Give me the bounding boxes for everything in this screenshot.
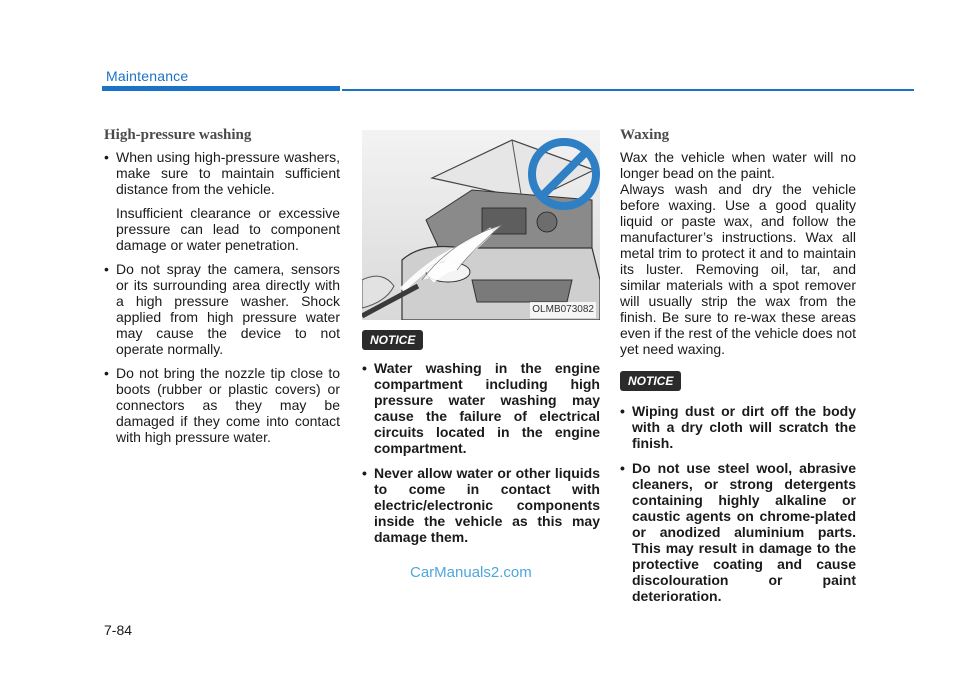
waxing-paragraph-2: Always wash and dry the vehicle before waxing. Use a good quality liquid or paste wax, and follow the manufacturer’s instructions. Wax all metal trim to protect it and to maintain its luster. Removing oil, tar, and similar materials with a spot remover will usually strip the wax from the finish. Be sure to re-wax these areas even if the rest of the vehicle does not yet need waxing. bbox=[620, 181, 856, 357]
middle-column bbox=[362, 130, 600, 554]
high-pressure-list bbox=[104, 149, 340, 445]
watermark-link[interactable]: CarManuals2.com bbox=[410, 564, 532, 581]
no-symbol-icon bbox=[524, 134, 600, 214]
list-item-subtext: Insufficient clearance or excessive pressure can lead to component damage or water penetration. bbox=[116, 205, 340, 253]
list-item bbox=[104, 365, 340, 445]
list-item-text: Do not spray the camera, sensors or its surrounding area directly with a high pressure washer. Shock applied from high pressure water may cause the device to not operate normally. bbox=[116, 261, 340, 357]
list-item bbox=[104, 149, 340, 253]
header-bar-accent bbox=[102, 86, 340, 91]
list-item: • Water washing in the engine compartment including high pressure water washing may cause the failure of electrical circuits located in the engine compartment. bbox=[362, 360, 600, 456]
list-item: • Wiping dust or dirt off the body with a dry cloth will scratch the finish. bbox=[620, 403, 856, 451]
section-heading-waxing: Waxing bbox=[620, 127, 670, 143]
section-label: Maintenance bbox=[106, 68, 189, 84]
header-bar-rule bbox=[342, 89, 914, 91]
list-item: • Do not use steel wool, abrasive cleaners, or strong detergents containing highly alkaline or caustic agents on chrome-plated or anodized aluminium parts. This may result in damage to the protective coating and cause discolouration or paint deterioration. bbox=[620, 460, 856, 604]
figure-code: OLMB073082 bbox=[530, 302, 596, 318]
engine-washing-illustration bbox=[362, 130, 600, 320]
left-column bbox=[104, 127, 340, 453]
notice-badge: NOTICE bbox=[620, 371, 681, 391]
waxing-notice-list bbox=[620, 403, 856, 604]
notice-badge: NOTICE bbox=[362, 330, 423, 350]
waxing-paragraph-1: Wax the vehicle when water will no longer bead on the paint. bbox=[620, 149, 856, 181]
list-item: • Never allow water or other liquids to come in contact with electric/electronic components inside the vehicle as this may damage them. bbox=[362, 465, 600, 545]
list-item-text: Do not bring the nozzle tip close to boots (rubber or plastic covers) or connectors as they may be damaged if they come into contact with high pressure water. bbox=[116, 365, 340, 445]
section-heading-high-pressure: High-pressure washing bbox=[104, 127, 252, 143]
right-column bbox=[620, 127, 856, 613]
page-number: 7-84 bbox=[104, 622, 133, 638]
list-item-text: When using high-pressure washers, make sure to maintain sufficient distance from the vehicle. bbox=[116, 149, 340, 197]
engine-notice-list bbox=[362, 360, 600, 545]
list-item bbox=[104, 261, 340, 357]
